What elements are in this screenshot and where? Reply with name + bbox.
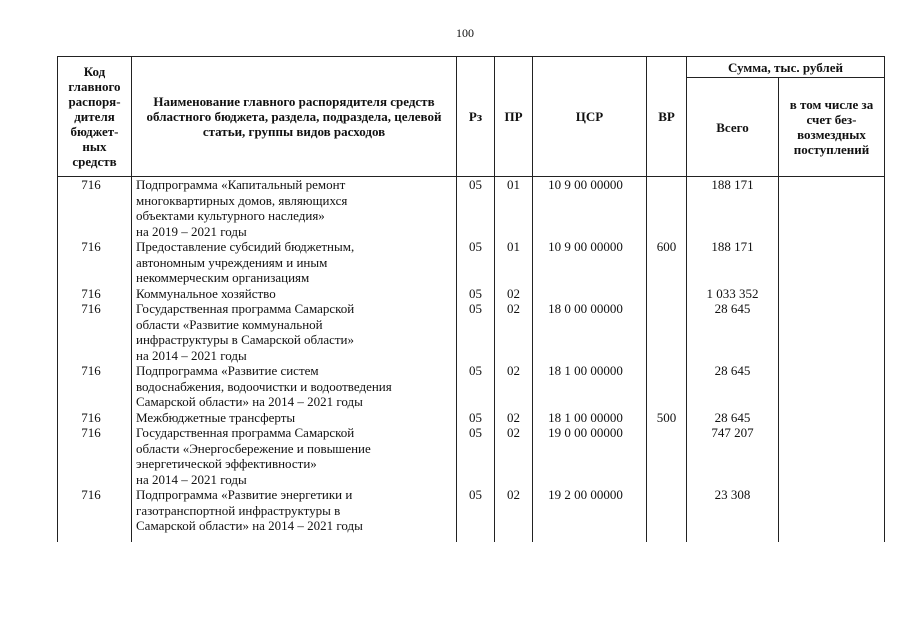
header-code-line: бюджет- <box>70 124 119 139</box>
name-cell: Подпрограмма «Развитие систем водоснабжения, водоочистки и водоотведения Самарской области» на 2014 – 2021 годы <box>132 363 457 410</box>
rz-cell: 05 <box>457 286 495 302</box>
csr-cell: 19 2 00 00000 <box>533 487 647 542</box>
pr-cell: 02 <box>495 301 533 363</box>
pr-cell: 02 <box>495 363 533 410</box>
total-cell: 28 645 <box>687 363 779 410</box>
header-code-line: ных <box>82 139 107 154</box>
table-row <box>58 301 885 363</box>
rz-cell: 05 <box>457 177 495 240</box>
gratis-cell <box>779 301 885 363</box>
code-cell: 716 <box>58 239 132 286</box>
name-cell: Предоставление субсидий бюджетным, автономным учреждениям и иным некоммерческим организациям <box>132 239 457 286</box>
pr-cell: 02 <box>495 425 533 487</box>
header-code-line: средств <box>72 154 117 169</box>
vr-cell: 600 <box>647 239 687 286</box>
total-cell: 747 207 <box>687 425 779 487</box>
rz-cell: 05 <box>457 363 495 410</box>
rz-cell: 05 <box>457 239 495 286</box>
rz-cell: 05 <box>457 301 495 363</box>
table-row <box>58 410 885 426</box>
pr-cell: 01 <box>495 177 533 240</box>
vr-cell <box>647 487 687 542</box>
header-total: Всего <box>687 78 779 177</box>
gratis-cell <box>779 239 885 286</box>
header-code <box>58 57 132 177</box>
csr-cell: 18 1 00 00000 <box>533 410 647 426</box>
code-cell: 716 <box>58 487 132 542</box>
pr-cell: 02 <box>495 410 533 426</box>
gratis-cell <box>779 487 885 542</box>
csr-cell: 10 9 00 00000 <box>533 239 647 286</box>
gratis-cell <box>779 410 885 426</box>
table-row <box>58 425 885 487</box>
header-name: Наименование главного распорядителя средств областного бюджета, раздела, подраздела, целевой статьи, группы видов расходов <box>132 57 457 177</box>
total-cell: 28 645 <box>687 301 779 363</box>
header-vr: ВР <box>647 57 687 177</box>
header-csr: ЦСР <box>533 57 647 177</box>
table-row <box>58 239 885 286</box>
gratis-cell <box>779 363 885 410</box>
page-number: 100 <box>456 26 474 40</box>
rz-cell: 05 <box>457 487 495 542</box>
header-code-line: Код <box>83 64 106 79</box>
table-row <box>58 487 885 542</box>
table-row <box>58 363 885 410</box>
header-pr: ПР <box>495 57 533 177</box>
gratis-cell <box>779 177 885 240</box>
name-cell: Межбюджетные трансферты <box>132 410 457 426</box>
vr-cell <box>647 286 687 302</box>
name-cell: Подпрограмма «Развитие энергетики и газотранспортной инфраструктуры в Самарской области» на 2014 – 2021 годы <box>132 487 457 542</box>
table-row <box>58 177 885 240</box>
name-cell: Коммунальное хозяйство <box>132 286 457 302</box>
name-cell: Государственная программа Самарской области «Энергосбережение и повышение энергетической эффективности» на 2014 – 2021 годы <box>132 425 457 487</box>
csr-cell: 18 1 00 00000 <box>533 363 647 410</box>
gratis-cell <box>779 286 885 302</box>
code-cell: 716 <box>58 410 132 426</box>
header-gratis: в том числе за счет без-возмездных поступлений <box>779 78 885 177</box>
code-cell: 716 <box>58 363 132 410</box>
vr-cell <box>647 177 687 240</box>
csr-cell: 18 0 00 00000 <box>533 301 647 363</box>
total-cell: 1 033 352 <box>687 286 779 302</box>
total-cell: 188 171 <box>687 239 779 286</box>
name-cell: Государственная программа Самарской области «Развитие коммунальной инфраструктуры в Самарской области» на 2014 – 2021 годы <box>132 301 457 363</box>
header-rz: Рз <box>457 57 495 177</box>
rz-cell: 05 <box>457 410 495 426</box>
total-cell: 188 171 <box>687 177 779 240</box>
budget-table <box>57 56 885 542</box>
csr-cell <box>533 286 647 302</box>
header-sum: Сумма, тыс. рублей <box>687 57 885 78</box>
total-cell: 28 645 <box>687 410 779 426</box>
csr-cell: 19 0 00 00000 <box>533 425 647 487</box>
csr-cell: 10 9 00 00000 <box>533 177 647 240</box>
header-code-line: дителя <box>74 109 115 124</box>
pr-cell: 02 <box>495 286 533 302</box>
pr-cell: 01 <box>495 239 533 286</box>
vr-cell <box>647 425 687 487</box>
header-code-line: распоря- <box>68 94 121 109</box>
code-cell: 716 <box>58 177 132 240</box>
header-code-line: главного <box>68 79 121 94</box>
gratis-cell <box>779 425 885 487</box>
code-cell: 716 <box>58 286 132 302</box>
pr-cell: 02 <box>495 487 533 542</box>
table-row <box>58 286 885 302</box>
code-cell: 716 <box>58 301 132 363</box>
name-cell: Подпрограмма «Капитальный ремонт многоквартирных домов, являющихся объектами культурного наследия» на 2019 – 2021 годы <box>132 177 457 240</box>
vr-cell <box>647 301 687 363</box>
rz-cell: 05 <box>457 425 495 487</box>
vr-cell: 500 <box>647 410 687 426</box>
code-cell: 716 <box>58 425 132 487</box>
vr-cell <box>647 363 687 410</box>
total-cell: 23 308 <box>687 487 779 542</box>
